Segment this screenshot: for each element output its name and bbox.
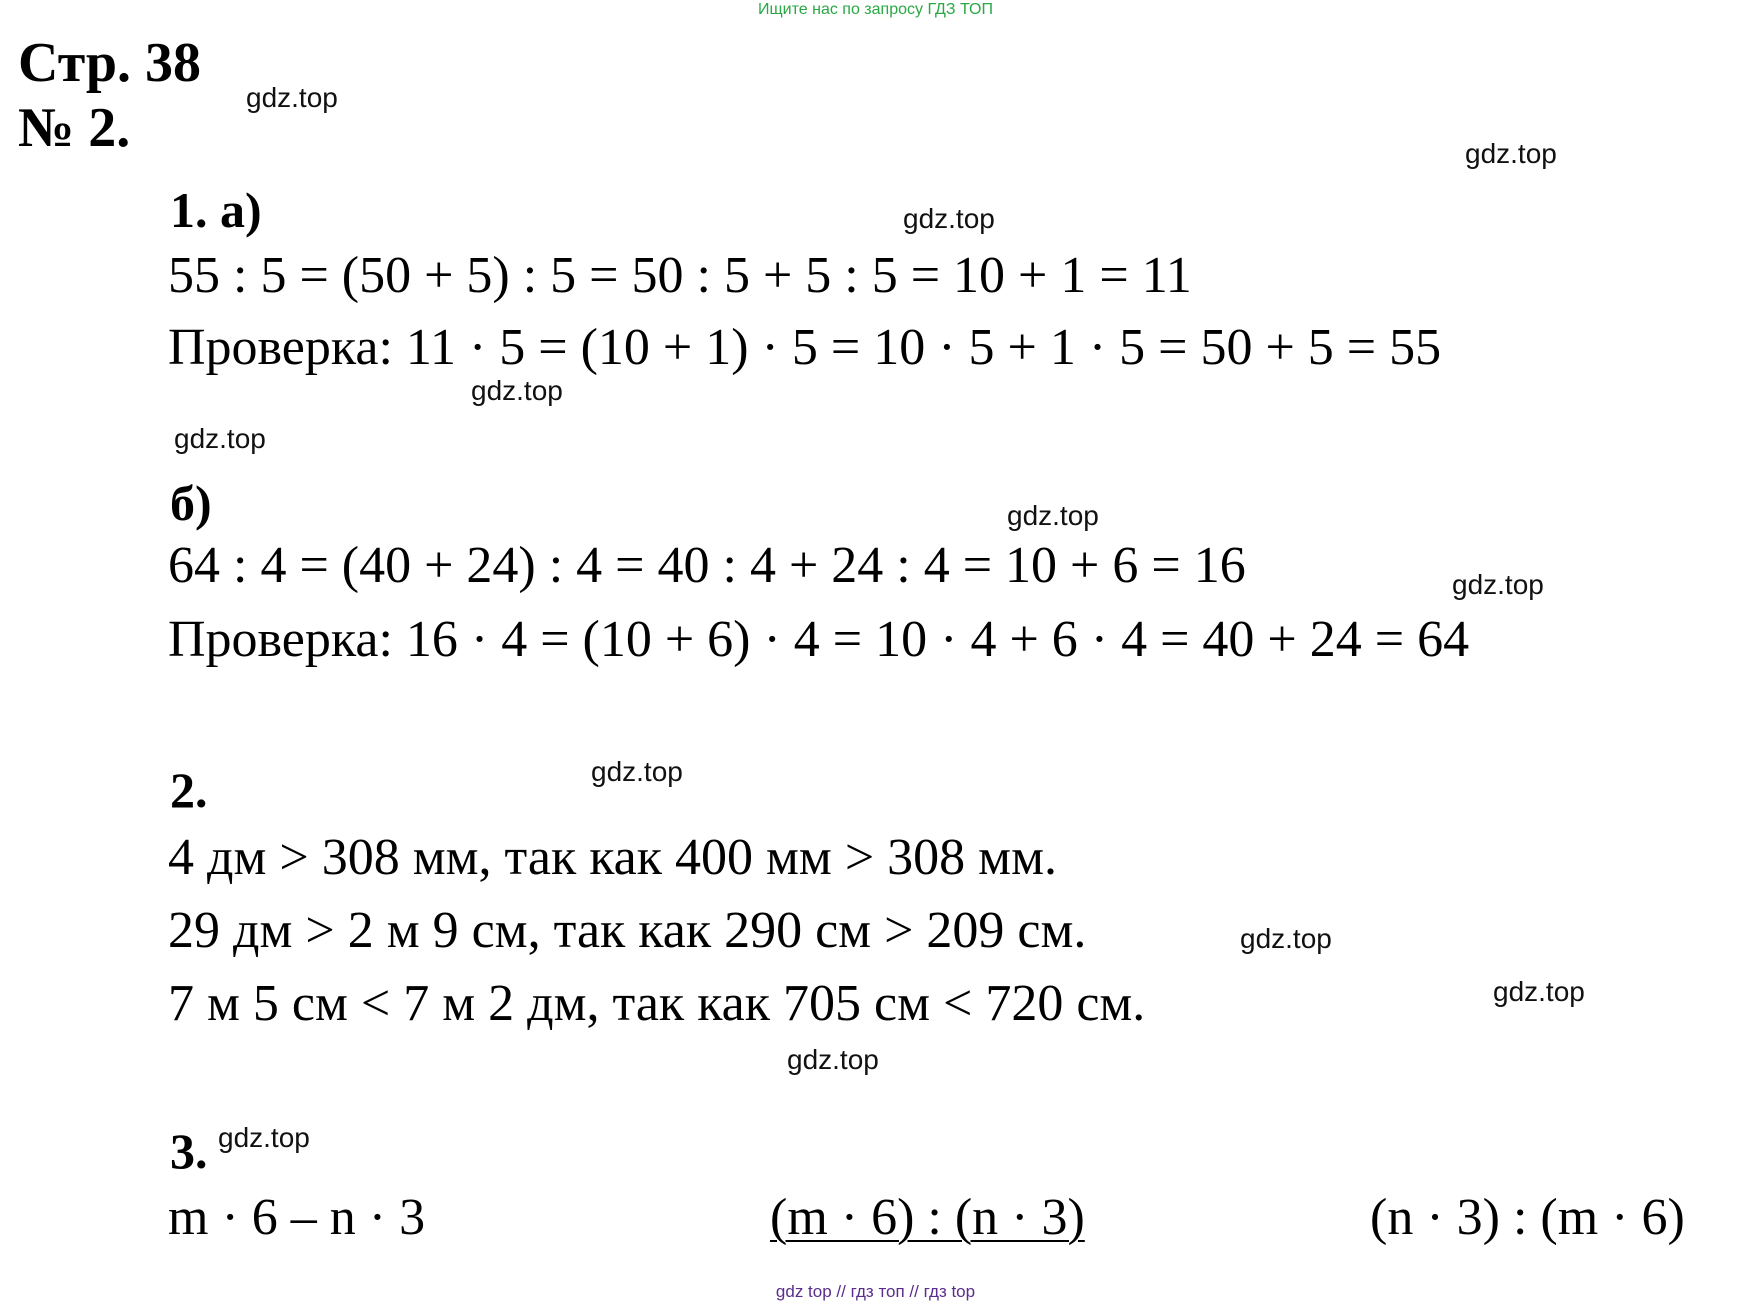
watermark: gdz.top	[174, 423, 266, 454]
watermark: gdz.top	[1240, 923, 1332, 954]
section-1b-label: б)	[170, 475, 212, 531]
section-3-expression-2: (m · 6) : (n · 3)	[770, 1189, 1085, 1246]
watermark: gdz.top	[1007, 500, 1099, 531]
section-3-label: 3.	[170, 1123, 208, 1179]
footer-watermark: gdz top // гдз топ // гдз top	[775, 1282, 976, 1301]
watermark: gdz.top	[246, 82, 338, 113]
page-number: Стр. 38	[18, 32, 202, 94]
section-2-line-2: 29 дм > 2 м 9 см, так как 290 см > 209 см.	[168, 902, 1087, 959]
section-1a-equation: 55 : 5 = (50 + 5) : 5 = 50 : 5 + 5 : 5 = 10 + 1 = 11	[168, 247, 1192, 304]
top-banner: Ищите нас по запросу ГДЗ ТОП	[758, 1, 993, 18]
section-2-label: 2.	[170, 762, 208, 818]
watermark: gdz.top	[1452, 569, 1544, 600]
watermark: gdz.top	[1493, 976, 1585, 1007]
section-2-line-1: 4 дм > 308 мм, так как 400 мм > 308 мм.	[168, 829, 1057, 886]
watermark: gdz.top	[591, 756, 683, 787]
section-1b-equation: 64 : 4 = (40 + 24) : 4 = 40 : 4 + 24 : 4 = 10 + 6 = 16	[168, 537, 1246, 594]
task-number: № 2.	[18, 97, 131, 159]
watermark: gdz.top	[218, 1122, 310, 1153]
section-1a-check: Проверка: 11 · 5 = (10 + 1) · 5 = 10 · 5 + 1 · 5 = 50 + 5 = 55	[168, 319, 1442, 376]
watermark: gdz.top	[903, 203, 995, 234]
section-2-line-3: 7 м 5 см < 7 м 2 дм, так как 705 см < 720 см.	[168, 975, 1146, 1032]
watermark: gdz.top	[1465, 138, 1557, 169]
section-1b-check: Проверка: 16 · 4 = (10 + 6) · 4 = 10 · 4 + 6 · 4 = 40 + 24 = 64	[168, 611, 1470, 668]
watermark: gdz.top	[787, 1044, 879, 1075]
section-3-expression-3: (n · 3) : (m · 6)	[1370, 1189, 1685, 1246]
watermark: gdz.top	[471, 375, 563, 406]
section-1a-label: 1. а)	[170, 182, 262, 238]
section-3-expression-1: m · 6 – n · 3	[168, 1189, 426, 1246]
